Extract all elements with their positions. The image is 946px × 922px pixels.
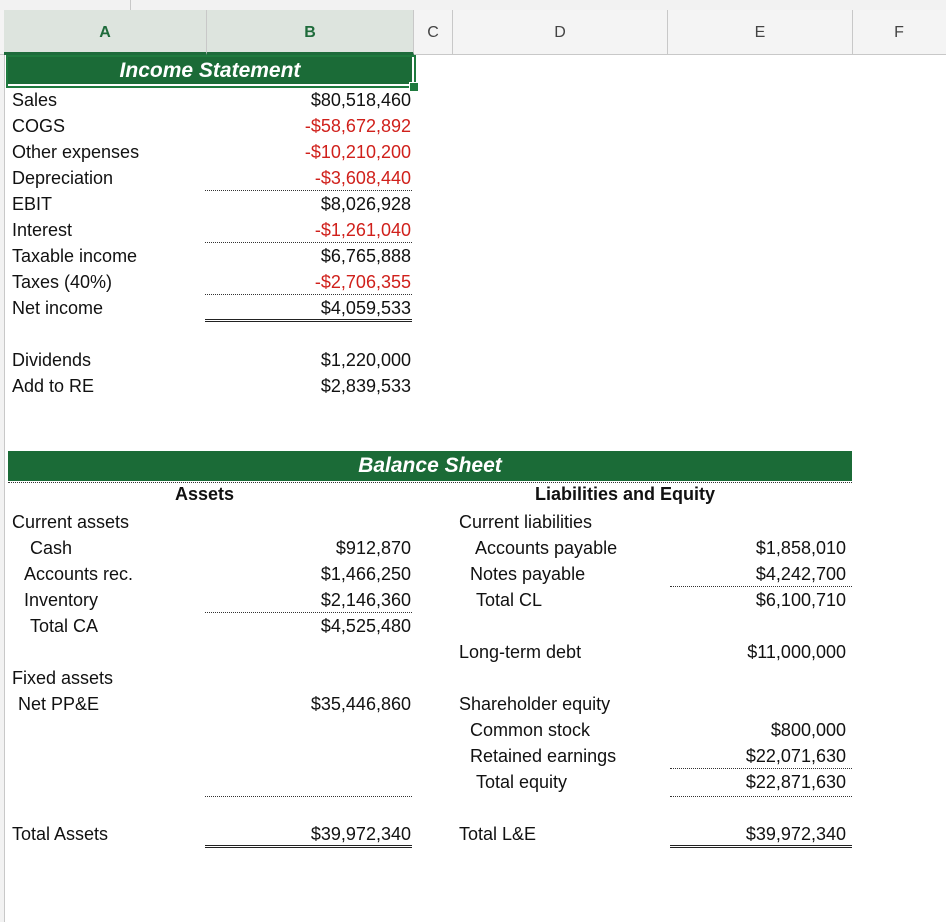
total-equity-label[interactable]: Total equity [476,772,568,792]
retained-earnings-underline [670,768,852,769]
total-cl-label[interactable]: Total CL [476,590,543,610]
dividends-label[interactable]: Dividends [12,350,92,370]
inventory-label[interactable]: Inventory [24,590,99,610]
dividends-value[interactable]: $1,220,000 [320,350,411,370]
net-ppe-value[interactable]: $35,446,860 [310,694,411,714]
total-le-value[interactable]: $39,972,340 [745,824,846,844]
long-term-debt-label[interactable]: Long-term debt [459,642,582,662]
cash-label[interactable]: Cash [30,538,73,558]
total-assets-value[interactable]: $39,972,340 [310,824,411,844]
depreciation-underline [205,190,412,191]
total-assets-label[interactable]: Total Assets [12,824,109,844]
inventory-underline [205,612,412,613]
long-term-debt-value[interactable]: $11,000,000 [747,642,846,662]
common-stock-value[interactable]: $800,000 [770,720,846,740]
total-ca-label[interactable]: Total CA [30,616,99,636]
total-equity-value[interactable]: $22,871,630 [745,772,846,792]
common-stock-label[interactable]: Common stock [470,720,591,740]
taxable-income-value[interactable]: $6,765,888 [320,246,411,266]
balance-sheet-title[interactable]: Balance Sheet [8,451,852,481]
column-header-a[interactable]: A [4,10,207,55]
add-to-re-label[interactable]: Add to RE [12,376,95,396]
formula-bar-divider [130,0,131,10]
cogs-label[interactable]: COGS [12,116,66,136]
net-ppe-label[interactable]: Net PP&E [18,694,100,714]
accounts-payable-value[interactable]: $1,858,010 [755,538,846,558]
selected-cell-outline [6,55,416,88]
total-le-label[interactable]: Total L&E [459,824,537,844]
taxes-value[interactable]: -$2,706,355 [314,272,411,292]
add-to-re-value[interactable]: $2,839,533 [320,376,411,396]
taxes-label[interactable]: Taxes (40%) [12,272,113,292]
current-liabilities-label[interactable]: Current liabilities [459,512,593,532]
depreciation-value[interactable]: -$3,608,440 [314,168,411,188]
interest-label[interactable]: Interest [12,220,73,240]
notes-payable-value[interactable]: $4,242,700 [755,564,846,584]
other-expenses-value[interactable]: -$10,210,200 [304,142,411,162]
net-ppe-underline [205,796,412,797]
taxes-underline [205,294,412,295]
net-income-double-underline [205,319,412,322]
depreciation-label[interactable]: Depreciation [12,168,114,188]
total-le-double-underline [670,845,852,848]
retained-earnings-label[interactable]: Retained earnings [470,746,617,766]
cash-value[interactable]: $912,870 [335,538,411,558]
interest-underline [205,242,412,243]
accounts-rec-value[interactable]: $1,466,250 [320,564,411,584]
liabilities-equity-header[interactable]: Liabilities and Equity [535,484,716,504]
shareholder-equity-label[interactable]: Shareholder equity [459,694,611,714]
column-header-e[interactable]: E [668,10,853,54]
column-header-f[interactable]: F [894,24,904,41]
cogs-value[interactable]: -$58,672,892 [304,116,411,136]
row-header-gutter [0,55,5,922]
fixed-assets-label[interactable]: Fixed assets [12,668,114,688]
notes-payable-label[interactable]: Notes payable [470,564,586,584]
column-header-c[interactable]: C [414,10,453,54]
taxable-income-label[interactable]: Taxable income [12,246,138,266]
income-statement-title[interactable]: Income Statement [8,57,412,84]
ebit-value[interactable]: $8,026,928 [320,194,411,214]
interest-value[interactable]: -$1,261,040 [314,220,411,240]
retained-earnings-value[interactable]: $22,071,630 [745,746,846,766]
column-header-d[interactable]: D [453,10,668,54]
total-ca-value[interactable]: $4,525,480 [320,616,411,636]
accounts-payable-label[interactable]: Accounts payable [475,538,618,558]
balance-title-underline [8,482,852,483]
total-equity-underline [670,796,852,797]
other-expenses-label[interactable]: Other expenses [12,142,140,162]
ebit-label[interactable]: EBIT [12,194,53,214]
current-assets-label[interactable]: Current assets [12,512,130,532]
inventory-value[interactable]: $2,146,360 [320,590,411,610]
assets-header[interactable]: Assets [175,484,235,504]
net-income-label[interactable]: Net income [12,298,104,318]
column-header-b[interactable]: B [207,10,414,55]
total-cl-value[interactable]: $6,100,710 [755,590,846,610]
sales-value[interactable]: $80,518,460 [310,90,411,110]
net-income-value[interactable]: $4,059,533 [320,298,411,318]
notes-payable-underline [670,586,852,587]
accounts-rec-label[interactable]: Accounts rec. [24,564,134,584]
sales-label[interactable]: Sales [12,90,58,110]
total-assets-double-underline [205,845,412,848]
